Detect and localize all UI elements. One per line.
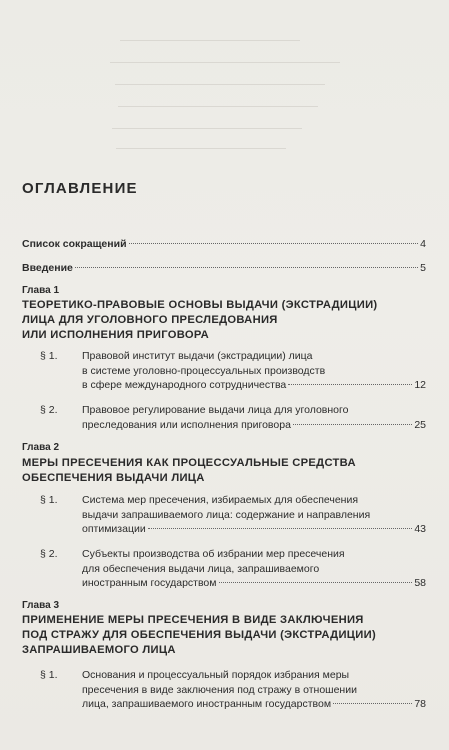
section-page: 58 — [414, 577, 426, 589]
leader-dots — [75, 267, 418, 268]
section-number: § 2. — [40, 404, 58, 416]
leader-dots — [333, 703, 412, 704]
leader-dots — [129, 243, 419, 244]
leader-dots — [148, 528, 413, 529]
section-title-line: Основания и процессуальный порядок избрания меры — [82, 669, 350, 681]
toc-entry-abbreviations — [22, 238, 426, 250]
leader-dots — [288, 384, 412, 385]
toc-entry-label: Введение — [22, 262, 73, 274]
section-title-line: иностранным государством — [82, 577, 217, 589]
section-title-line: оптимизации — [82, 523, 146, 535]
section-page: 43 — [414, 523, 426, 535]
section-title-line: лица, запрашиваемого иностранным государством — [82, 698, 332, 710]
section-title-line: выдачи запрашиваемого лица: содержание и направления — [82, 508, 371, 521]
toc-section — [22, 668, 426, 714]
chapter-label: Глава 3 — [22, 600, 60, 611]
chapter-title-line: ПОД СТРАЖУ ДЛЯ ОБЕСПЕЧЕНИЯ ВЫДАЧИ (ЭКСТРАДИЦИИ) — [22, 629, 376, 641]
chapter-label: Глава 1 — [22, 285, 60, 296]
chapter-title-line: ЗАПРАШИВАЕМОГО ЛИЦА — [22, 644, 176, 656]
section-title-line: пресечения в виде заключения под стражу в отношении — [82, 683, 357, 696]
section-title-line: Правовое регулирование выдачи лица для уголовного — [82, 404, 349, 416]
section-number: § 2. — [40, 548, 58, 560]
section-title-line: для обеспечения выдачи лица, запрашиваемого — [82, 562, 320, 575]
page-title: ОГЛАВЛЕНИЕ — [22, 180, 138, 197]
toc-section — [22, 493, 426, 539]
section-title-line: Правовой институт выдачи (экстрадиции) лица — [82, 350, 313, 362]
chapter-title-line: ПРИМЕНЕНИЕ МЕРЫ ПРЕСЕЧЕНИЯ В ВИДЕ ЗАКЛЮЧЕНИЯ — [22, 614, 364, 626]
toc-section — [22, 403, 426, 449]
section-number: § 1. — [40, 669, 58, 681]
section-title-line: Субъекты производства об избрании мер пресечения — [82, 548, 345, 560]
chapter-title-line: ЛИЦА ДЛЯ УГОЛОВНОГО ПРЕСЛЕДОВАНИЯ — [22, 314, 278, 326]
chapter-title — [22, 456, 432, 486]
toc-entry-page: 5 — [420, 262, 426, 274]
chapter-title — [22, 613, 432, 658]
chapter-title — [22, 298, 432, 343]
section-title-line: в системе уголовно-процессуальных производств — [82, 364, 326, 377]
chapter-title-line: ИЛИ ИСПОЛНЕНИЯ ПРИГОВОРА — [22, 329, 209, 341]
leader-dots — [293, 424, 412, 425]
toc-entry-page: 4 — [420, 238, 426, 250]
chapter-label: Глава 2 — [22, 442, 60, 453]
toc-section — [22, 547, 426, 593]
bleed-through-texture — [0, 0, 449, 170]
section-page: 12 — [414, 379, 426, 391]
section-page: 78 — [414, 698, 426, 710]
section-title-line: в сфере международного сотрудничества — [82, 379, 287, 391]
toc-entry-introduction — [22, 262, 426, 274]
chapter-title-line: ОБЕСПЕЧЕНИЯ ВЫДАЧИ ЛИЦА — [22, 472, 205, 484]
section-title-line: Система мер пресечения, избираемых для обеспечения — [82, 494, 359, 506]
leader-dots — [219, 582, 413, 583]
section-number: § 1. — [40, 350, 58, 362]
chapter-title-line: МЕРЫ ПРЕСЕЧЕНИЯ КАК ПРОЦЕССУАЛЬНЫЕ СРЕДСТВА — [22, 457, 356, 469]
section-title-line: преследования или исполнения приговора — [82, 418, 291, 431]
section-page: 25 — [414, 418, 426, 431]
toc-entry-label: Список сокращений — [22, 238, 127, 250]
chapter-title-line: ТЕОРЕТИКО-ПРАВОВЫЕ ОСНОВЫ ВЫДАЧИ (ЭКСТРАДИЦИИ) — [22, 299, 378, 311]
toc-section — [22, 349, 426, 395]
section-number: § 1. — [40, 494, 58, 506]
